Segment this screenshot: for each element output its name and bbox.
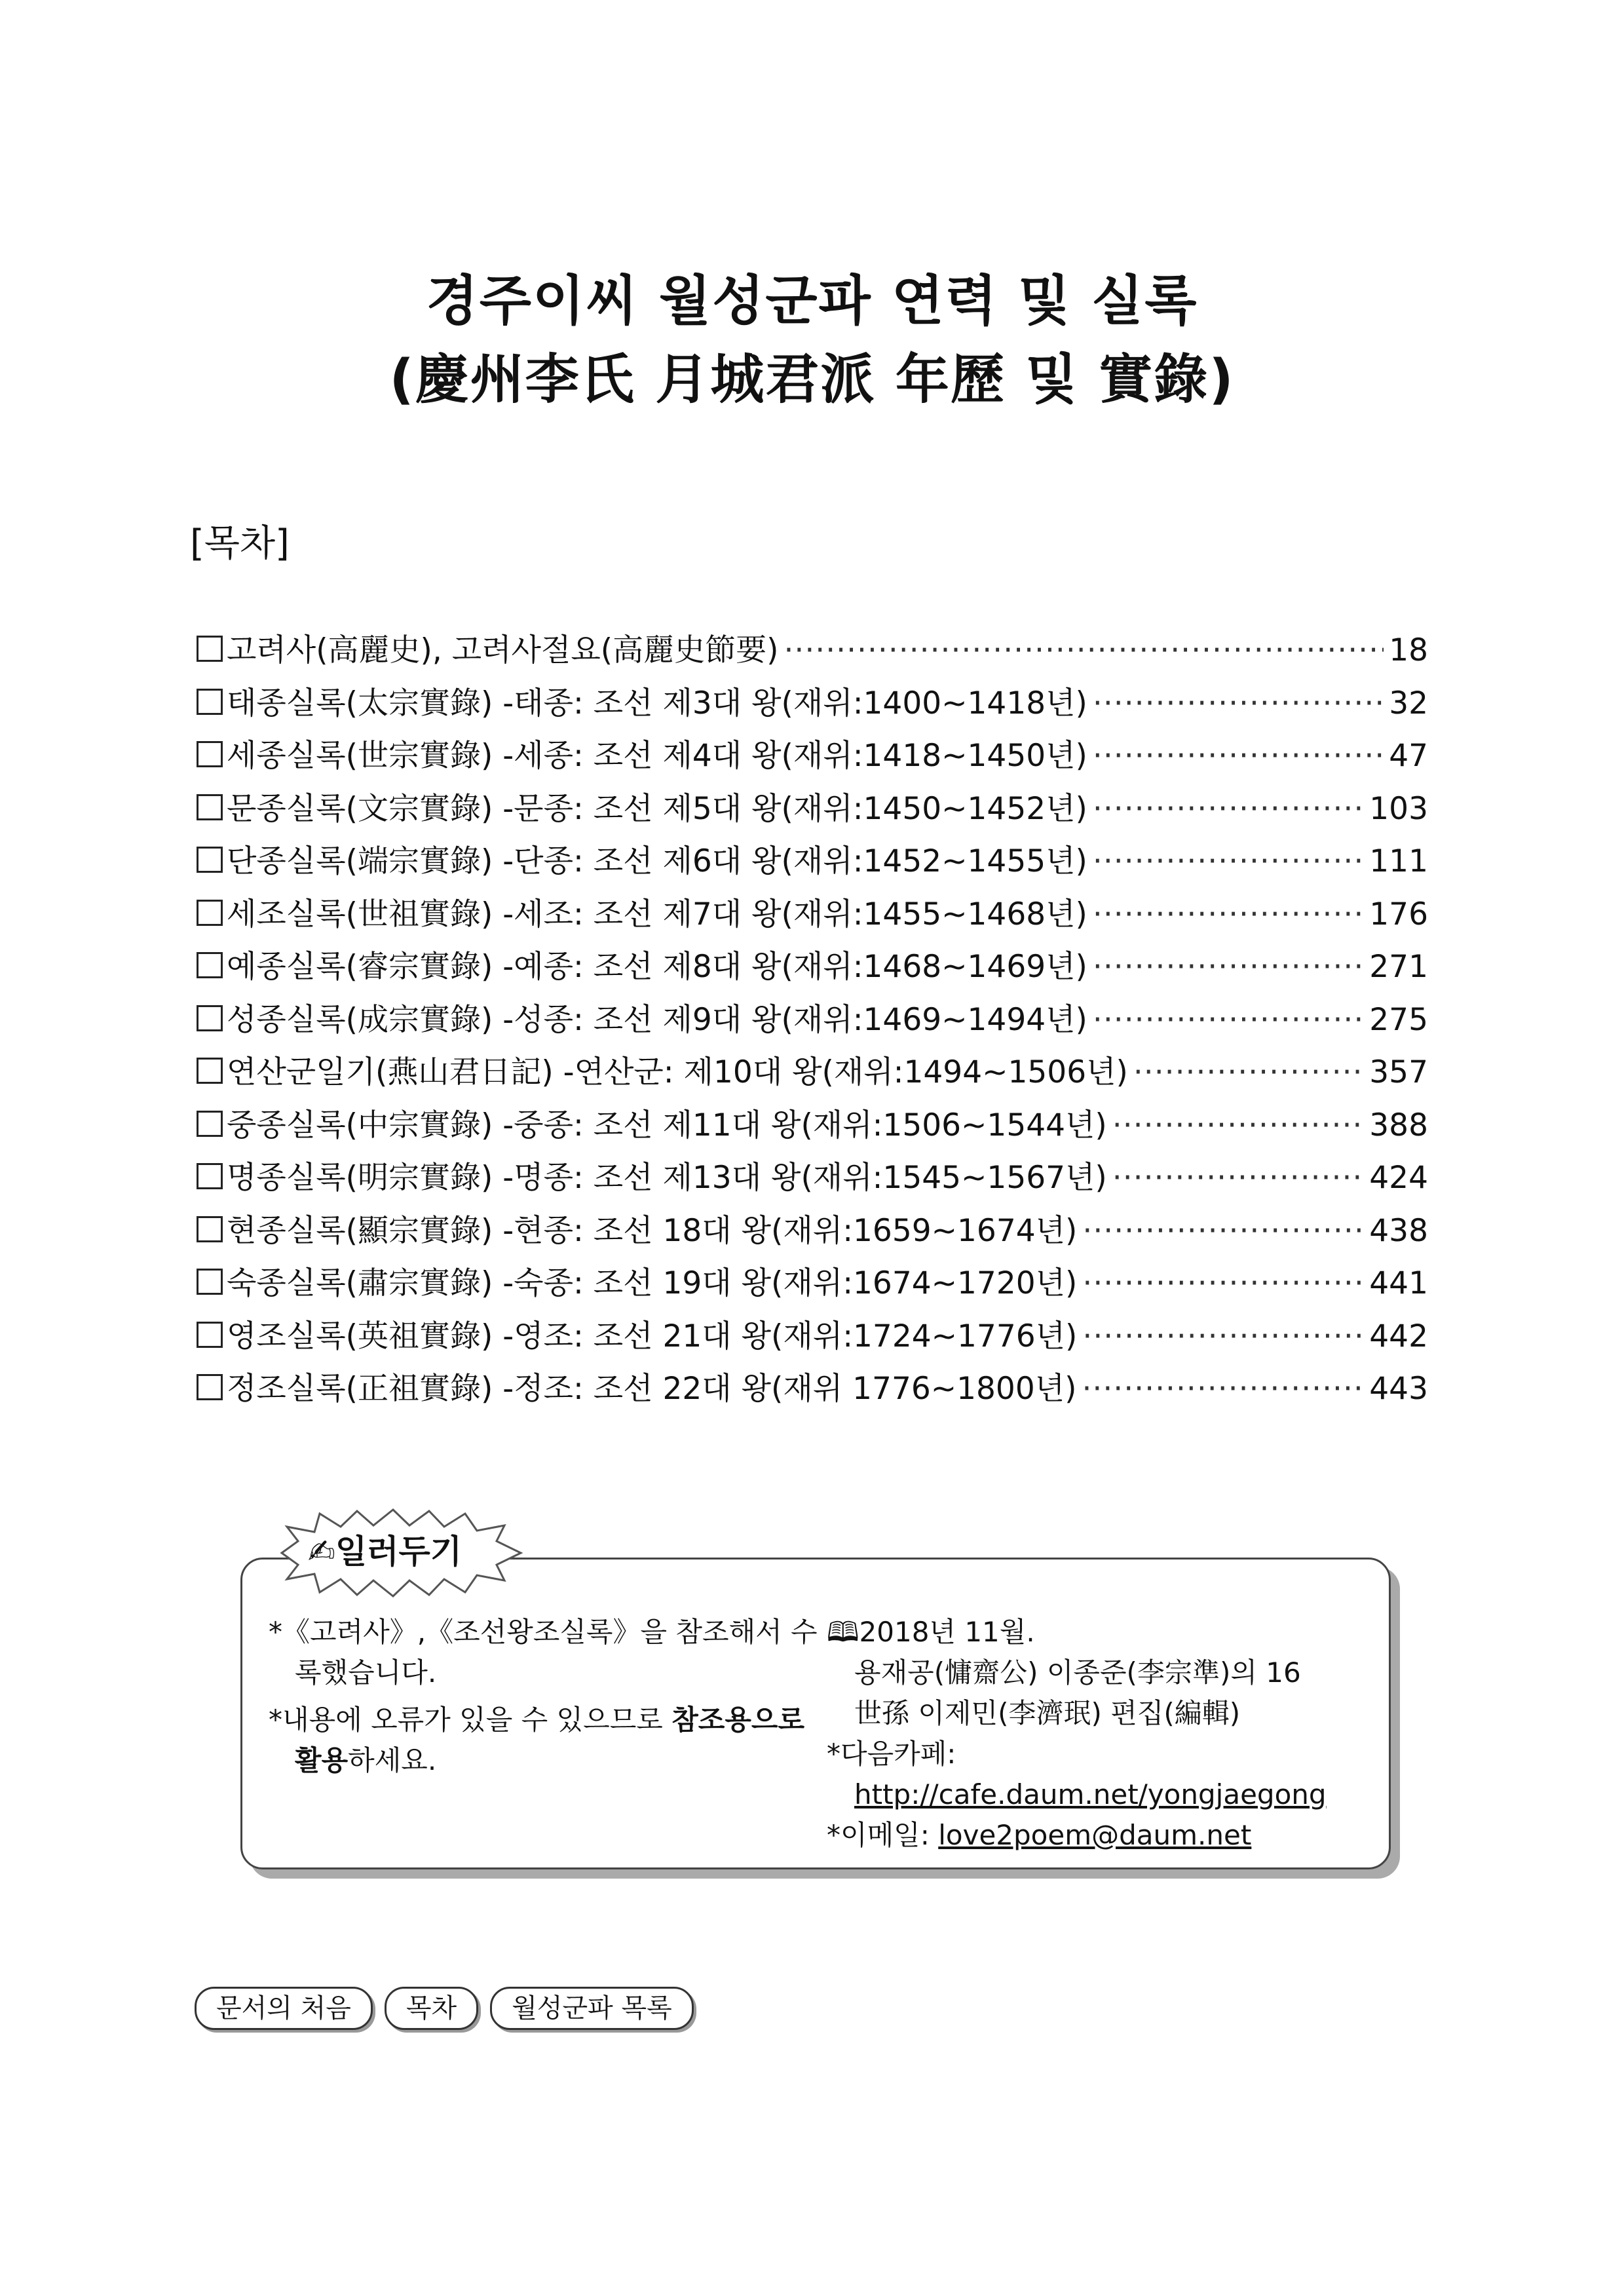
note-email [827,1815,1377,1856]
checkbox-icon [197,794,223,820]
document-title-hanja: (慶州李氏 月城君派 年歷 및 實錄) [389,349,1235,411]
dot-leader [1133,1054,1364,1090]
toc-entry-title: 고려사(高麗史), 고려사절요(高麗史節要) [227,632,779,668]
toc-entry-page: 438 [1369,1212,1428,1249]
notes-label: ✍일러두기 [308,1533,463,1571]
dot-leader [784,632,1384,668]
checkbox-icon [197,952,223,978]
dot-leader [1082,1371,1364,1407]
toc-entry-title: 중종실록(中宗實錄) -중종: 조선 제11대 왕(재위:1506~1544년) [227,1107,1107,1143]
toc-entry-page: 47 [1389,738,1428,774]
toc-entry[interactable] [197,837,1428,890]
bottom-navigation [195,1987,694,2030]
toc-entry-page: 18 [1389,632,1428,668]
toc-entry-page: 275 [1369,1001,1428,1038]
checkbox-icon [197,1322,223,1348]
toc-entry[interactable] [197,1259,1428,1312]
toc-entry[interactable] [197,890,1428,943]
notes-right-column [827,1612,1377,1856]
wolseong-list-button[interactable]: 월성군파 목록 [490,1987,694,2030]
dot-leader [1093,843,1364,879]
toc-entry[interactable] [197,1312,1428,1365]
note-editor-line1: 용재공(慵齋公) 이종준(李宗準)의 16 [854,1656,1301,1689]
checkbox-icon [197,1374,223,1400]
toc-entry[interactable] [197,1048,1428,1101]
note-warning-emphasis: 참조용으로 활용 [295,1704,805,1776]
checkbox-icon [197,1058,223,1084]
note-warning-tail: 하세요. [348,1744,437,1776]
toc-entry[interactable] [197,942,1428,995]
toc-entry[interactable] [197,784,1428,837]
dot-leader [1082,1213,1364,1249]
toc-entry-page: 442 [1369,1318,1428,1354]
toc-entry[interactable] [197,1101,1428,1154]
note-email-label: *이메일: [827,1819,939,1851]
toc-entry-title: 현종실록(顯宗實錄) -현종: 조선 18대 왕(재위:1659~1674년) [227,1212,1078,1249]
toc-heading: [목차] [190,522,290,565]
toc-entry-page: 271 [1369,949,1428,985]
toc-entry-page: 357 [1369,1054,1428,1090]
note-date-text: 2018년 11월. [859,1616,1035,1648]
toc-entry-title: 정조실록(正祖實錄) -정조: 조선 22대 왕(재위 1776~1800년) [227,1371,1077,1407]
note-editor-line2: 世孫 이제민(李濟珉) 편집(編輯) [854,1697,1241,1729]
toc-entry-page: 103 [1369,790,1428,827]
toc-entry-title: 문종실록(文宗實錄) -문종: 조선 제5대 왕(재위:1450~1452년) [227,790,1087,827]
dot-leader [1112,1160,1365,1196]
note-warning [269,1700,819,1781]
checkbox-icon [197,741,223,767]
toc-entry-page: 424 [1369,1160,1428,1196]
dot-leader [1093,896,1364,932]
dot-leader [1082,1318,1364,1354]
note-cafe-label: *다음카페: [827,1738,956,1770]
dot-leader [1093,685,1384,721]
toc-entry-page: 32 [1389,685,1428,721]
dot-leader [1093,1002,1364,1038]
checkbox-icon [197,1005,223,1031]
checkbox-icon [197,1269,223,1295]
toc-entry[interactable] [197,1206,1428,1259]
notes-left-column [269,1612,819,1788]
toc-entry-page: 443 [1369,1371,1428,1407]
toc-entry-title: 성종실록(成宗實錄) -성종: 조선 제9대 왕(재위:1469~1494년) [227,1001,1087,1038]
email-link[interactable]: love2poem@daum.net [938,1819,1252,1851]
cafe-link[interactable]: http://cafe.daum.net/yongjaegong [854,1778,1327,1810]
note-reference: *《고려사》,《조선왕조실록》을 참조해서 수록했습니다. [269,1616,818,1689]
dot-leader [1093,791,1364,827]
toc-entry-title: 태종실록(太宗實錄) -태종: 조선 제3대 왕(재위:1400~1418년) [227,685,1087,721]
toc-entry-page: 176 [1369,896,1428,932]
checkbox-icon [197,1111,223,1137]
toc-entry[interactable] [197,1364,1428,1417]
dot-leader [1093,949,1364,985]
checkbox-icon [197,1163,223,1189]
toc-entry-title: 연산군일기(燕山君日記) -연산군: 제10대 왕(재위:1494~1506년) [227,1054,1128,1090]
title-block [0,262,1624,419]
checkbox-icon [197,636,223,662]
checkbox-icon [197,847,223,873]
table-of-contents [197,626,1428,1417]
toc-entry-title: 세조실록(世祖實錄) -세조: 조선 제7대 왕(재위:1455~1468년) [227,896,1087,932]
toc-entry[interactable] [197,626,1428,679]
toc-entry[interactable] [197,1153,1428,1206]
toc-entry-title: 영조실록(英祖實錄) -영조: 조선 21대 왕(재위:1724~1776년) [227,1318,1078,1354]
dot-leader [1112,1107,1365,1143]
note-date [827,1612,1377,1653]
note-warning-text: *내용에 오류가 있을 수 있으므로 [269,1704,672,1736]
toc-button[interactable]: 목차 [385,1987,478,2030]
toc-entry-title: 숙종실록(肅宗實錄) -숙종: 조선 19대 왕(재위:1674~1720년) [227,1265,1078,1301]
document-title-korean: 경주이씨 월성군파 연력 및 실록 [426,270,1198,332]
book-icon: 🕮 [827,1616,859,1648]
toc-entry-page: 111 [1369,843,1428,879]
toc-entry[interactable] [197,731,1428,784]
checkbox-icon [197,689,223,715]
toc-entry[interactable] [197,995,1428,1048]
toc-entry-page: 441 [1369,1265,1428,1301]
dot-leader [1093,738,1384,774]
toc-entry[interactable] [197,679,1428,732]
toc-entry-title: 세종실록(世宗實錄) -세종: 조선 제4대 왕(재위:1418~1450년) [227,738,1087,774]
toc-entry-title: 예종실록(睿宗實錄) -예종: 조선 제8대 왕(재위:1468~1469년) [227,949,1087,985]
doc-start-button[interactable]: 문서의 처음 [195,1987,373,2030]
checkbox-icon [197,900,223,926]
toc-entry-page: 388 [1369,1107,1428,1143]
checkbox-icon [197,1216,223,1242]
toc-entry-title: 단종실록(端宗實錄) -단종: 조선 제6대 왕(재위:1452~1455년) [227,843,1087,879]
dot-leader [1082,1265,1364,1301]
toc-entry-title: 명종실록(明宗實錄) -명종: 조선 제13대 왕(재위:1545~1567년) [227,1160,1107,1196]
